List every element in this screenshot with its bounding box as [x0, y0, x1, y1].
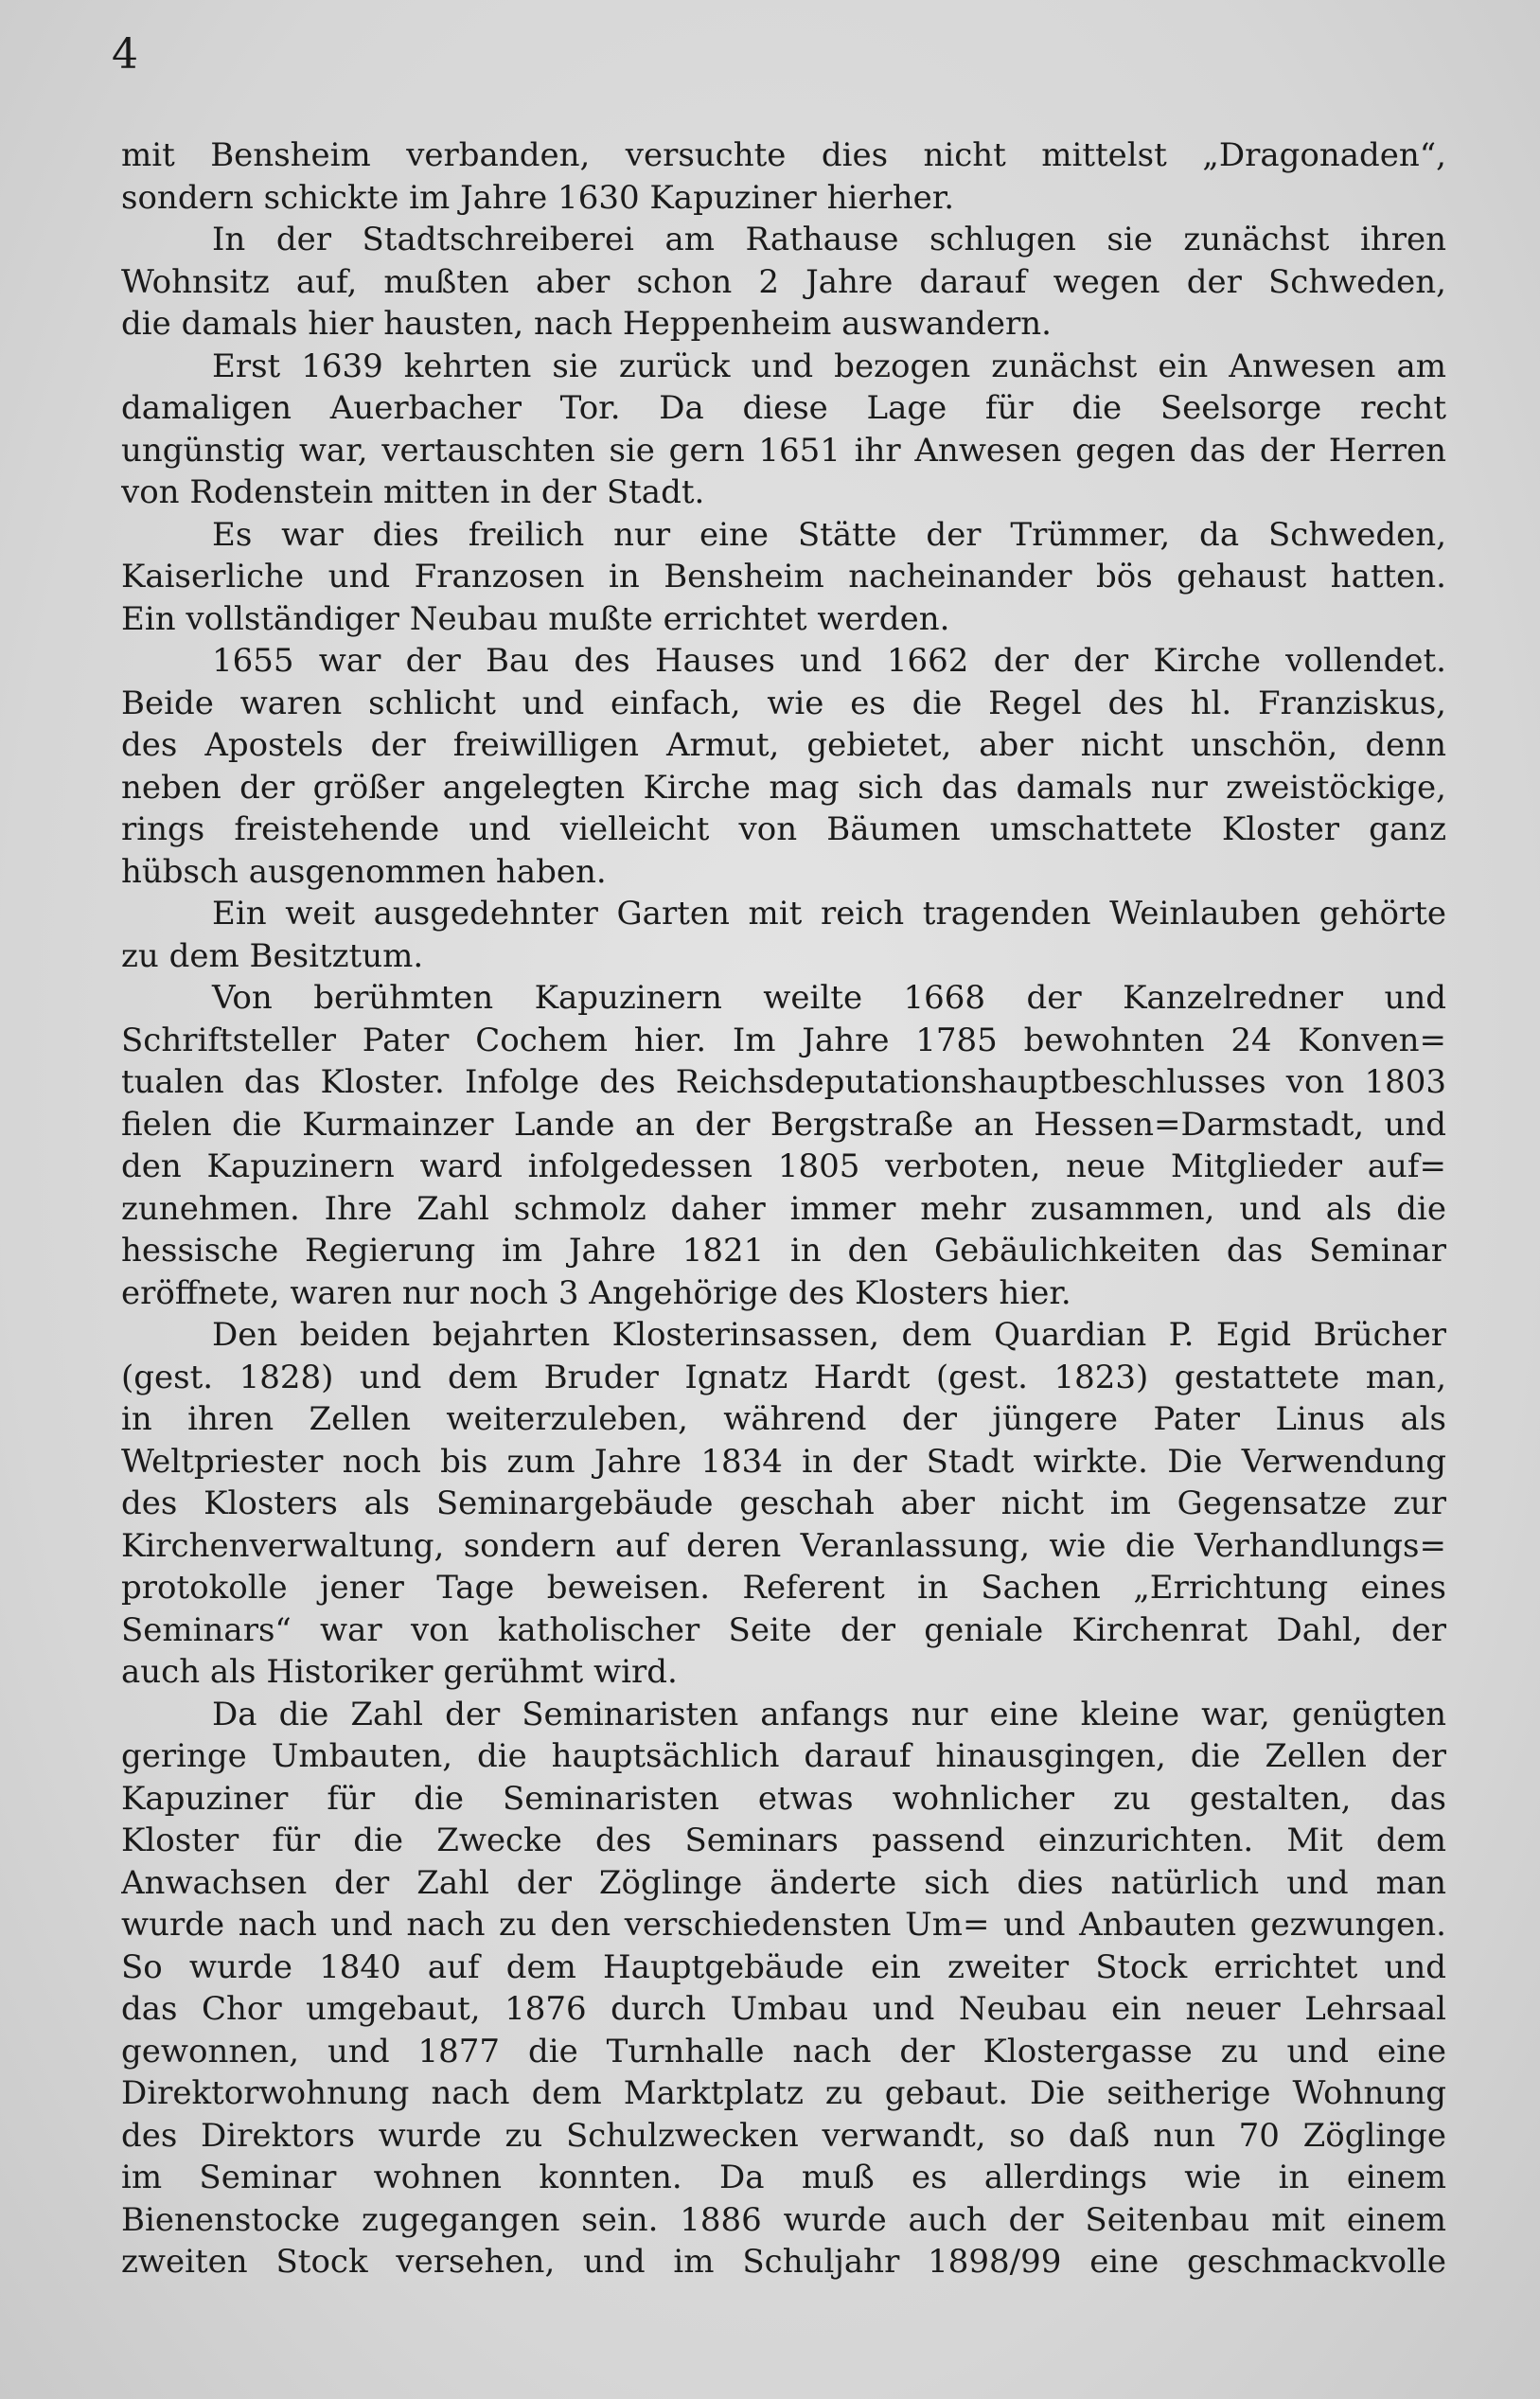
text-line: gewonnen, und 1877 die Turnhalle nach der Klostergasse zu und eine: [121, 2032, 1446, 2070]
paragraph: [121, 1314, 1446, 1694]
text-line: protokolle jener Tage beweisen. Referent in Sachen „Errichtung eines: [121, 1569, 1446, 1607]
text-line: im Seminar wohnen konnten. Da muß es allerdings wie in einem: [121, 2159, 1446, 2196]
paragraph: [121, 514, 1446, 641]
text-line: Seminars“ war von katholischer Seite der geniale Kirchenrat Dahl, der: [121, 1610, 1446, 1649]
text-line: hessische Regierung im Jahre 1821 in den Gebäulichkeiten das Seminar: [121, 1232, 1446, 1270]
text-line: Ein vollständiger Neubau mußte errichtet werden.: [121, 599, 950, 638]
text-line: 1655 war der Bau des Hauses und 1662 der der Kirche vollendet.: [212, 642, 1446, 680]
text-line: mit Bensheim verbanden, versuchte dies nicht mittelst „Dragonaden“,: [121, 136, 1446, 174]
text-line: Beide waren schlicht und einfach, wie es die Regel des hl. Franziskus,: [121, 684, 1446, 722]
paragraph: [121, 1694, 1446, 2283]
text-line: Den beiden bejahrten Klosterinsassen, dem Quardian P. Egid Brücher: [212, 1316, 1446, 1354]
text-line: Erst 1639 kehrten sie zurück und bezogen zunächst ein Anwesen am: [212, 347, 1446, 385]
text-line: damaligen Auerbacher Tor. Da diese Lage für die Seelsorge recht: [121, 389, 1446, 427]
text-line: auch als Historiker gerühmt wird.: [121, 1653, 678, 1691]
text-line: geringe Umbauten, die hauptsächlich darauf hinausgingen, die Zellen der: [121, 1737, 1446, 1775]
text-line: eröffnete, waren nur noch 3 Angehörige des Klosters hier.: [121, 1273, 1071, 1312]
text-line: Kapuziner für die Seminaristen etwas wohnlicher zu gestalten, das: [121, 1779, 1446, 1818]
text-line: in ihren Zellen weiterzuleben, während der jüngere Pater Linus als: [121, 1400, 1446, 1438]
text-line: ungünstig war, vertauschten sie gern 1651 ihr Anwesen gegen das der Herren: [121, 431, 1446, 470]
text-line: Kloster für die Zwecke des Seminars passend einzurichten. Mit dem: [121, 1821, 1446, 1859]
text-line: des Apostels der freiwilligen Armut, gebietet, aber nicht unschön, denn: [121, 726, 1446, 764]
text-line: In der Stadtschreiberei am Rathause schlugen sie zunächst ihren: [212, 221, 1446, 258]
paragraph: [121, 346, 1446, 514]
text-line: hübsch ausgenommen haben.: [121, 852, 607, 891]
text-line: Wohnsitz auf, mußten aber schon 2 Jahre darauf wegen der Schweden,: [121, 262, 1446, 301]
text-line: Kaiserliche und Franzosen in Bensheim nacheinander bös gehaust hatten.: [121, 558, 1446, 595]
text-line: Von berühmten Kapuzinern weilte 1668 der Kanzelredner und: [212, 979, 1446, 1017]
text-line: Direktorwohnung nach dem Marktplatz zu gebaut. Die seitherige Wohnung: [121, 2074, 1446, 2112]
text-line: Weltpriester noch bis zum Jahre 1834 in der Stadt wirkte. Die Verwendung: [121, 1442, 1446, 1481]
text-line: das Chor umgebaut, 1876 durch Umbau und Neubau ein neuer Lehrsaal: [121, 1990, 1446, 2028]
text-line: Schriftsteller Pater Cochem hier. Im Jahre 1785 bewohnten 24 Konven=: [121, 1021, 1446, 1059]
text-line: Kirchenverwaltung, sondern auf deren Veranlassung, wie die Verhandlungs=: [121, 1526, 1446, 1565]
text-line: wurde nach und nach zu den verschiedensten Um= und Anbauten gezwungen.: [121, 1906, 1446, 1944]
text-line: rings freistehende und vielleicht von Bäumen umschattete Kloster ganz: [121, 810, 1446, 848]
text-line: Da die Zahl der Seminaristen anfangs nur eine kleine war, genügten: [212, 1695, 1446, 1733]
text-line: Bienenstocke zugegangen sein. 1886 wurde auch der Seitenbau mit einem: [121, 2200, 1446, 2239]
text-line: So wurde 1840 auf dem Hauptgebäude ein zweiter Stock errichtet und: [121, 1947, 1446, 1986]
text-line: neben der größer angelegten Kirche mag sich das damals nur zweistöckige,: [121, 768, 1446, 807]
text-line: die damals hier hausten, nach Heppenheim auswandern.: [121, 305, 1052, 343]
text-line: den Kapuzinern ward infolgedessen 1805 verboten, neue Mitglieder auf=: [121, 1147, 1446, 1185]
text-line: des Direktors wurde zu Schulzwecken verwandt, so daß nun 70 Zöglinge: [121, 2116, 1446, 2155]
text-line: zunehmen. Ihre Zahl schmolz daher immer mehr zusammen, und als die: [121, 1189, 1446, 1228]
text-line: zweiten Stock versehen, und im Schuljahr 1898/99 eine geschmackvolle: [121, 2243, 1446, 2281]
text-line: sondern schickte im Jahre 1630 Kapuziner hierher.: [121, 178, 955, 217]
paragraph: [121, 640, 1446, 893]
text-line: des Klosters als Seminargebäude geschah aber nicht im Gegensatze zur: [121, 1484, 1446, 1522]
paragraph: [121, 893, 1446, 977]
paragraph: [121, 977, 1446, 1314]
body-text: [121, 134, 1446, 2283]
paragraph: [121, 134, 1446, 219]
text-line: zu dem Besitztum.: [121, 936, 424, 975]
text-line: von Rodenstein mitten in der Stadt.: [121, 473, 705, 511]
text-line: Anwachsen der Zahl der Zöglinge änderte sich dies natürlich und man: [121, 1863, 1446, 1902]
page-number: 4: [112, 30, 138, 79]
text-line: fielen die Kurmainzer Lande an der Bergstraße an Hessen=Darmstadt, und: [121, 1105, 1446, 1144]
text-line: Ein weit ausgedehnter Garten mit reich tragenden Weinlauben gehörte: [212, 895, 1446, 933]
text-line: tualen das Kloster. Infolge des Reichsdeputationshauptbeschlusses von 1803: [121, 1063, 1446, 1101]
paragraph: [121, 219, 1446, 346]
text-line: (gest. 1828) und dem Bruder Ignatz Hardt (gest. 1823) gestattete man,: [121, 1358, 1446, 1396]
text-line: Es war dies freilich nur eine Stätte der Trümmer, da Schweden,: [212, 515, 1446, 554]
